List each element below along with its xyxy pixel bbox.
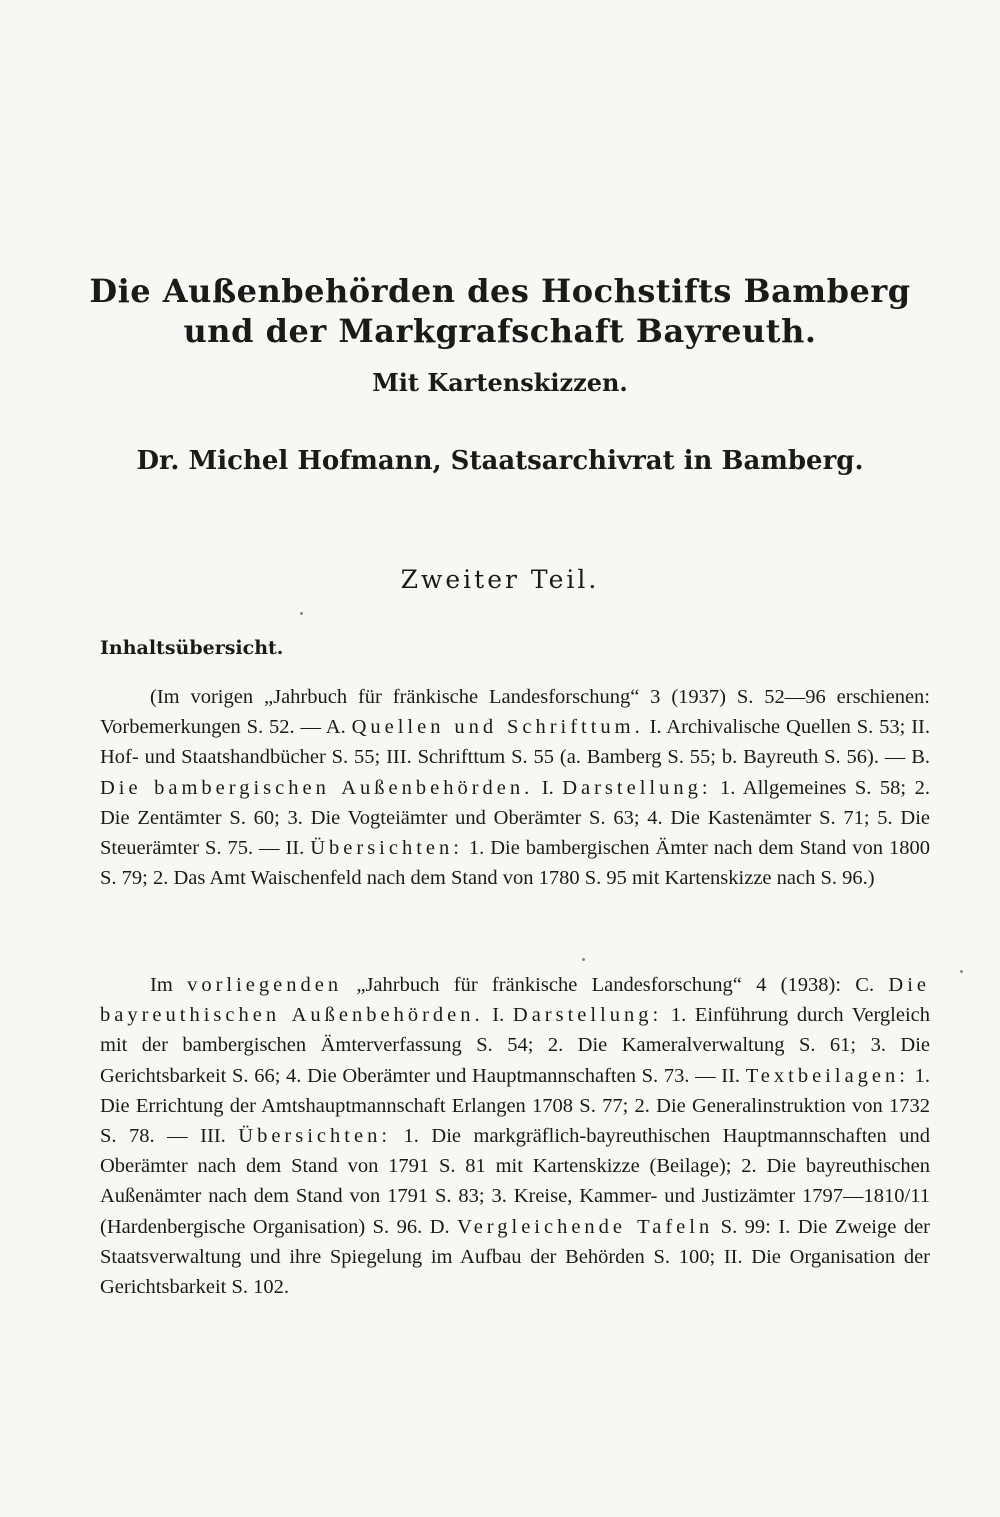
author-line: Dr. Michel Hofmann, Staatsarchivrat in Bamberg. (136, 446, 864, 476)
spaced-text: Darstellung: (512, 1004, 663, 1027)
spaced-text: Die bayreuthischen Außenbehörden. (100, 974, 930, 1027)
title-line-1: Die Außenbehörden des Hochstifts Bamberg (89, 272, 911, 310)
text-span: Im (150, 974, 188, 996)
text-span: 1. Allgemeines S. 58; 2. Die Zentämter S. 60; 3. Die Vogteiämter und Oberämter S. 63; 4. Die Kastenämter S. 71; 5. Die Steuerämter S. 75. — II. (100, 776, 930, 860)
text-span: I. (533, 776, 563, 799)
text-span: I. (483, 1004, 513, 1027)
text-span: 1. Die markgräflich-bayreuthischen Hauptmannschaften und Oberämter nach dem Stand von 1791 S. 81 mit Kartenskizze (Beilage); 2. Die bayreuthischen Außenämter nach dem Stand von 1791 S. 83; 3. Kreise, Kammer- und Justizämter 1797—1810/11 (Hardenbergische Organisation) S. 96. D. (100, 1125, 930, 1238)
scan-speck (300, 612, 303, 615)
text-span: 1. Die Errichtung der Amtshauptmannschaft Erlangen 1708 S. 77; 2. Die Generalinstruktion von 1732 S. 78. — III. (100, 1064, 930, 1148)
spaced-text: Übersichten: (238, 1125, 392, 1148)
spaced-text: Darstellung: (562, 776, 712, 799)
spaced-text: vorliegenden (187, 974, 343, 996)
text-span: S. 99: I. Die Zweige der Staatsverwaltung und ihre Spiegelung im Aufbau der Behörden S. 100; II. Die Organisation der Gerichtsbarkeit S. 102. (100, 1215, 930, 1299)
text-span: „Jahrbuch für fränkische Landesforschung“ 4 (1938): C. (342, 974, 889, 996)
toc-paragraph-previous-volume (100, 682, 930, 893)
spaced-text: Textbeilagen: (745, 1064, 909, 1087)
subtitle: Mit Kartenskizzen. (372, 368, 628, 397)
spaced-text: Quellen und Schrifttum. (351, 716, 644, 739)
scan-speck (960, 970, 963, 973)
part-heading: Zweiter Teil. (400, 565, 600, 594)
text-span: (Im vorigen „Jahrbuch für fränkische Landesforschung“ 3 (1937) S. 52—96 erschienen: Vorbemerkungen S. 52. — A. (100, 686, 930, 739)
toc-heading: Inhaltsübersicht. (100, 637, 284, 659)
spaced-text: Die bambergischen Außenbehörden. (100, 776, 534, 799)
scan-speck (582, 958, 585, 961)
toc-paragraph-current-volume (100, 970, 930, 1302)
text-span: I. Archivalische Quellen S. 53; II. Hof- und Staatshandbücher S. 55; III. Schrifttum S. 55 (a. Bamberg S. 55; b. Bayreuth S. 56). — B. (100, 716, 930, 769)
text-span: 1. Einführung durch Vergleich mit der bambergischen Ämterverfassung S. 54; 2. Die Kameralverwaltung S. 61; 3. Die Gerichtsbarkeit S. 66; 4. Die Oberämter und Hauptmannschaften S. 73. — II. (100, 1004, 931, 1087)
title-line-2: und der Markgrafschaft Bayreuth. (183, 312, 817, 350)
spaced-text: Vergleichende Tafeln (457, 1215, 714, 1238)
text-span: 1. Die bambergischen Ämter nach dem Stand von 1800 S. 79; 2. Das Amt Waischenfeld nach dem Stand von 1780 S. 95 mit Kartenskizze nach S. 96.) (100, 837, 931, 890)
spaced-text: Übersichten: (310, 837, 463, 860)
